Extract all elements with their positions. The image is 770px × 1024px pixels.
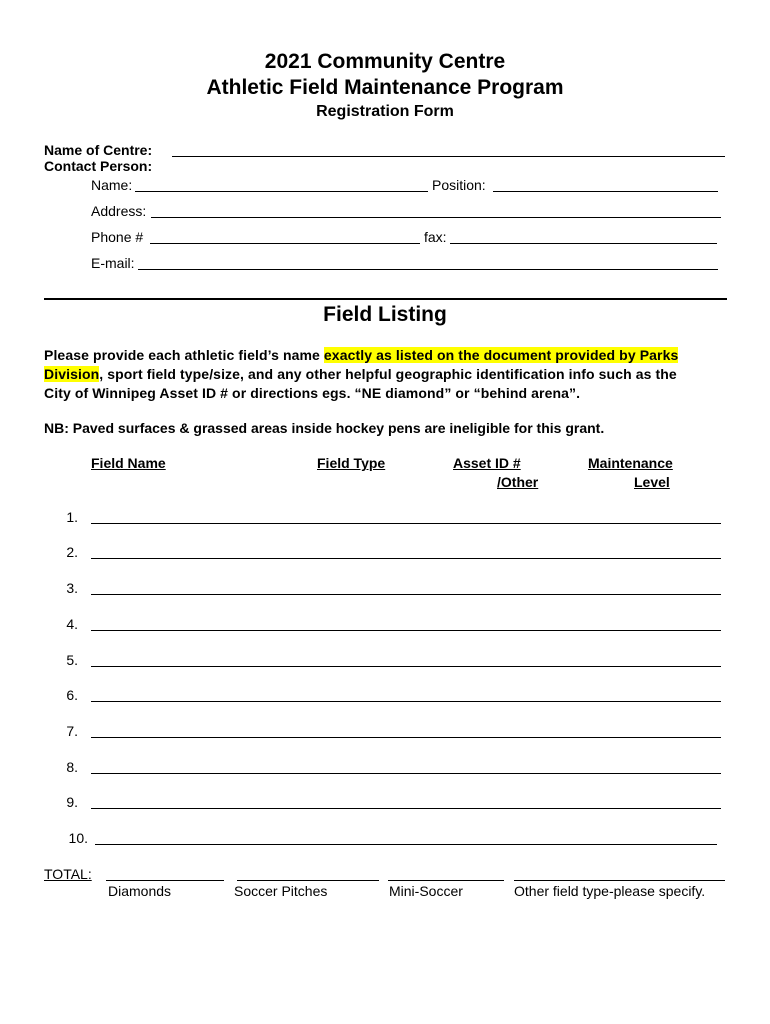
- col-asset-id-line2: /Other: [497, 474, 539, 490]
- phone-label: Phone #: [91, 229, 144, 245]
- instructions-paragraph: [44, 346, 728, 403]
- row-number: 8.: [66, 759, 78, 775]
- row-number: 9.: [66, 794, 78, 810]
- position-label: Position:: [432, 177, 486, 193]
- form-title-line1: 2021 Community Centre: [264, 50, 506, 73]
- row-number: 10.: [68, 830, 88, 846]
- soccer-pitches-field[interactable]: [237, 880, 379, 881]
- diamonds-field[interactable]: [106, 880, 224, 881]
- row-number: 5.: [66, 652, 78, 668]
- field-entry-line[interactable]: [91, 594, 721, 595]
- col-maintenance-line2: Level: [634, 474, 670, 490]
- field-entry-line[interactable]: [91, 701, 721, 702]
- other-field-label: Other field type-please specify.: [514, 883, 706, 899]
- name-label: Name:: [91, 177, 133, 193]
- field-entry-line[interactable]: [95, 844, 717, 845]
- row-number: 1.: [66, 509, 78, 525]
- field-entry-line[interactable]: [91, 773, 721, 774]
- col-asset-id-line1: Asset ID #: [453, 455, 521, 471]
- mini-soccer-field[interactable]: [388, 880, 504, 881]
- instructions-highlight-2: Division: [44, 366, 100, 382]
- name-field[interactable]: [135, 191, 428, 192]
- form-subtitle: Registration Form: [316, 103, 454, 120]
- field-entry-line[interactable]: [91, 630, 721, 631]
- position-field[interactable]: [493, 191, 718, 192]
- diamonds-label: Diamonds: [108, 883, 172, 899]
- email-field[interactable]: [138, 269, 718, 270]
- instructions-text-1: Please provide each athletic field’s name: [44, 347, 324, 363]
- col-field-name: Field Name: [91, 455, 166, 471]
- field-entry-line[interactable]: [91, 523, 721, 524]
- fax-label: fax:: [424, 229, 447, 245]
- form-title-line2: Athletic Field Maintenance Program: [206, 76, 564, 99]
- address-field[interactable]: [151, 217, 721, 218]
- row-number: 2.: [66, 544, 78, 560]
- email-label: E-mail:: [91, 255, 135, 271]
- name-of-centre-field[interactable]: [172, 156, 725, 157]
- row-number: 4.: [66, 616, 78, 632]
- address-label: Address:: [91, 203, 147, 219]
- total-label: TOTAL:: [44, 866, 92, 882]
- instructions-text-2: , sport field type/size, and any other helpful geographic identification info such as the: [99, 366, 677, 382]
- name-of-centre-label: Name of Centre:: [44, 142, 153, 158]
- field-listing-heading: Field Listing: [323, 303, 447, 326]
- fax-field[interactable]: [450, 243, 717, 244]
- row-number: 3.: [66, 580, 78, 596]
- field-entry-line[interactable]: [91, 737, 721, 738]
- phone-field[interactable]: [150, 243, 420, 244]
- col-maintenance-line1: Maintenance: [588, 455, 673, 471]
- row-number: 7.: [66, 723, 78, 739]
- field-entry-line[interactable]: [91, 808, 721, 809]
- instructions-highlight-1: exactly as listed on the document provided by Parks: [323, 347, 679, 363]
- field-entry-line[interactable]: [91, 666, 721, 667]
- row-number: 6.: [66, 687, 78, 703]
- field-entry-line[interactable]: [91, 558, 721, 559]
- soccer-pitches-label: Soccer Pitches: [234, 883, 328, 899]
- instructions-text-3: City of Winnipeg Asset ID # or directions egs. “NE diamond” or “behind arena”.: [44, 385, 581, 401]
- mini-soccer-label: Mini-Soccer: [389, 883, 463, 899]
- ineligible-note: NB: Paved surfaces & grassed areas inside hockey pens are ineligible for this grant.: [44, 420, 605, 436]
- section-divider: [44, 298, 727, 300]
- contact-person-label: Contact Person:: [44, 158, 153, 174]
- other-field[interactable]: [514, 880, 725, 881]
- col-field-type: Field Type: [317, 455, 386, 471]
